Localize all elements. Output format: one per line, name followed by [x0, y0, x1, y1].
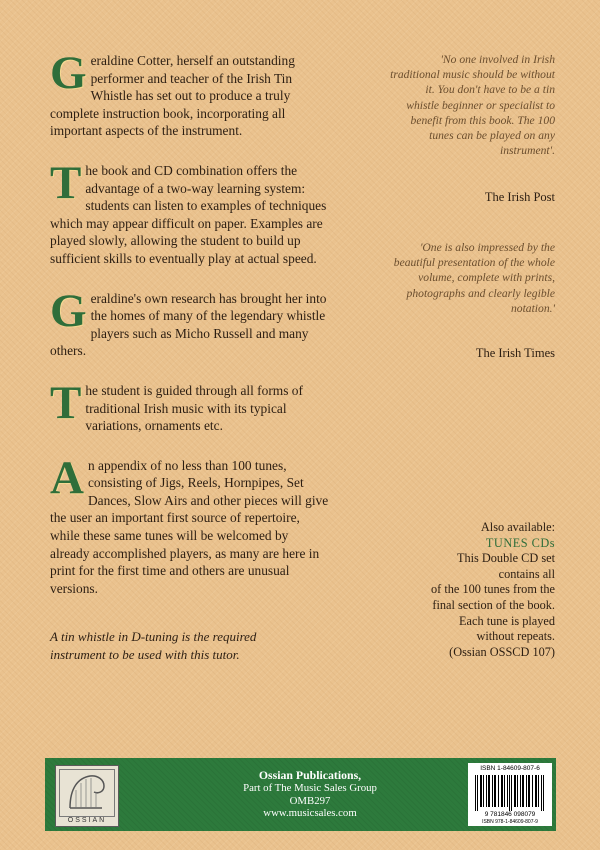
also-available-line: of the 100 tunes from the — [431, 582, 555, 597]
review-source-irish-post: The Irish Post — [484, 190, 555, 204]
also-available-line: final section of the book. — [432, 597, 555, 612]
catalog-code: OMB297 — [289, 794, 331, 807]
review-quote-irish-post: 'No one involved in Irish traditional music should be without it. You don't have to be a tin whistle beginner or specialist to benefit from this book. The 100 tunes can be played on any instrument'. — [390, 53, 555, 158]
also-available-box — [385, 520, 555, 660]
publisher-info — [175, 769, 445, 820]
dropcap: G — [50, 284, 87, 337]
paragraph-text: he book and CD combination offers the advantage of a two-way learning system: students can listen to examples of techniques which may appear difficult on paper. Examples are played slowly, allowing the student to build up sufficient skills to eventually play at actual speed. — [50, 162, 327, 266]
also-available-title: TUNES CDs — [485, 535, 555, 550]
also-available-line: contains all — [498, 566, 555, 581]
paragraph-appendix — [50, 451, 330, 598]
paragraph-forms — [50, 376, 330, 435]
logo-text: OSSIAN — [67, 817, 107, 824]
harp-icon — [60, 770, 114, 816]
dropcap: G — [50, 47, 87, 99]
publisher-name: Ossian Publications, — [258, 768, 362, 782]
paragraph-intro — [50, 47, 330, 140]
dropcap: T — [50, 376, 82, 429]
also-available-heading: Also available: — [480, 520, 555, 534]
also-available-line: This Double CD set — [456, 551, 555, 566]
logo-frame — [59, 769, 115, 817]
isbn: ISBN 1-84609-807-6 — [480, 765, 540, 772]
also-available-line: (Ossian OSSCD 107) — [449, 644, 555, 659]
barcode-isbn13: ISBN 978-1-84609-807-9 — [482, 819, 538, 825]
dropcap: A — [50, 451, 84, 504]
paragraph-cd — [50, 156, 330, 268]
review-source-irish-times: The Irish Times — [475, 346, 555, 360]
instrument-note: A tin whistle in D-tuning is the required instrument to be used with this tutor. — [50, 629, 257, 662]
barcode — [468, 763, 552, 826]
paragraph-text: eraldine Cotter, herself an outstanding performer and teacher of the Irish Tin Whistle has set out to produce a truly complete instruction book, incorporating all important aspects of the instrument. — [50, 53, 295, 139]
paragraph-text: n appendix of no less than 100 tunes, consisting of Jigs, Reels, Hornpipes, Set Dances, Slow Airs and other pieces will give the user an important first source of repertoire, while these same tunes will be welcomed by already accomplished players, as many are here in print for the first time and others are unusual versions. — [50, 457, 329, 596]
review-quote-irish-times: 'One is also impressed by the beautiful presentation of the whole volume, complete with prints, photographs and clearly legible notation.' — [393, 241, 555, 315]
barcode-number: 9 781846 098079 — [484, 811, 536, 818]
paragraph-text: he student is guided through all forms of traditional Irish music with its typical variations, ornaments etc. — [85, 382, 303, 434]
dropcap: T — [50, 156, 82, 209]
also-available-line: without repeats. — [476, 629, 555, 644]
ossian-logo — [55, 765, 119, 827]
description-column — [50, 47, 330, 619]
website: www.musicsales.com — [263, 807, 357, 820]
also-available-line: Each tune is played — [459, 613, 555, 628]
publisher-group: Part of The Music Sales Group — [243, 781, 377, 794]
barcode-bars — [475, 775, 545, 811]
publisher-footer — [45, 758, 556, 831]
paragraph-text: eraldine's own research has brought her into the homes of many of the legendary whistle players such as Micho Russell and many others. — [50, 290, 327, 359]
paragraph-research — [50, 284, 330, 360]
